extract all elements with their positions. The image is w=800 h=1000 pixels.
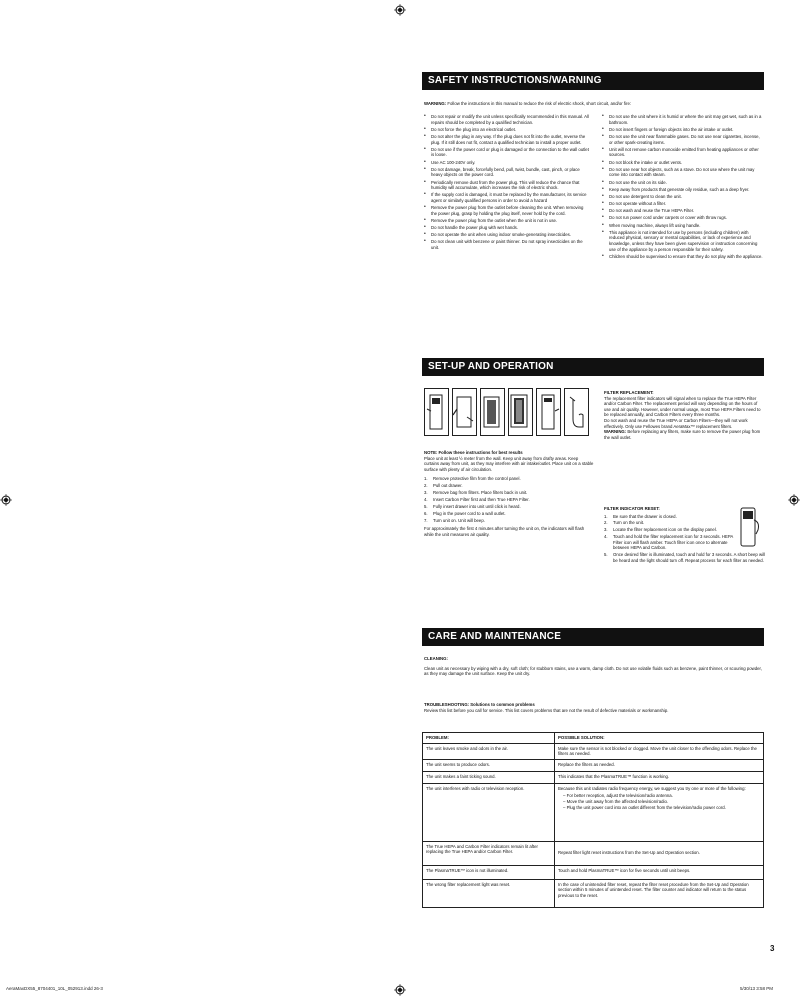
safety-list-right <box>602 114 764 261</box>
problem-cell: The unit leaves smoke and odors in the air. <box>423 743 555 759</box>
table-row <box>423 759 764 771</box>
safety-item: • Remove the power plug from the outlet when the unit is not in use. <box>424 218 590 224</box>
care-section-header: CARE AND MAINTENANCE <box>422 628 764 646</box>
registration-mark-bottom <box>394 984 406 996</box>
safety-item: • When moving machine, always lift using handle. <box>602 223 764 229</box>
setup-step: 3. Remove bag from filters. Place filters back in unit. <box>424 490 528 496</box>
setup-step: 1. Remove protective film from the control panel. <box>424 476 521 482</box>
setup-step: 7. Turn unit on. Unit will beep. <box>424 517 485 523</box>
filter-reset-block <box>604 506 765 565</box>
safety-item: • Do not run power cord under carpets or cover with throw rugs. <box>602 215 764 221</box>
solution-cell: Touch and hold PlasmaTRUE™ icon for five seconds until unit beeps. <box>555 865 764 879</box>
safety-item: • Do not operate without a filter. <box>602 201 764 207</box>
table-header-problem: PROBLEM: <box>423 733 555 744</box>
registration-mark-left <box>0 494 12 506</box>
setup-illustration-3 <box>480 388 505 436</box>
safety-item: • Do not repair or modify the unit unless specifically recommended in this manual. All repairs should be completed by a qualified technician. <box>424 114 590 125</box>
filter-warning-text: Before replacing any filters, make sure to remove the power plug from the wall outlet. <box>604 429 761 440</box>
safety-item: • Do not damage, break, forcefully bend, pull, twist, bundle, cast, pinch, or place heavy objects on the power cord. <box>424 167 590 178</box>
setup-step: 4. Insert Carbon Filter first and then True HEPA Filter. <box>424 497 530 503</box>
safety-item: • This appliance is not intended for use by persons (including children) with reduced physical, sensory or mental capabilities, or lack of experience and knowledge, unless they have been given supervision or instruction concerning use of the appliance by a person responsible for their safety. <box>602 230 764 252</box>
safety-item: • Do not block the intake or outlet vents. <box>602 160 764 166</box>
table-row <box>423 783 764 841</box>
cleaning-text: Clean unit as necessary by wiping with a dry, soft cloth; for stubborn stains, use a warm, damp cloth. Do not use volatile fluids such as benzene, paint thinner, or scouring powder, as they may damage the unit surface. Keep the unit dry. <box>424 665 762 677</box>
radio-sub-item: – For better reception, adjust the television/radio antenna. <box>563 793 673 799</box>
safety-item: • Do not clean unit with benzene or paint thinner. Do not spray insecticides on the unit. <box>424 239 590 250</box>
troubleshooting-text: Review this list before you call for service. This list covers problems that are not the result of defective materials or workmanship. <box>424 707 669 713</box>
filter-warning <box>604 429 764 440</box>
safety-item: • Children should be supervised to ensure that they do not play with the appliance. <box>602 254 764 260</box>
safety-item: • Do not operate the unit when using indoor smoke-generating insecticides. <box>424 232 590 238</box>
problem-cell: The unit makes a faint ticking sound. <box>423 771 555 783</box>
safety-item: • Do not use detergent to clean the unit. <box>602 194 764 200</box>
table-header-row <box>423 733 764 744</box>
solution-cell: Make sure the sensor is not blocked or clogged. Move the unit closer to the offending odors. Replace the filters as needed. <box>555 743 764 759</box>
solution-text: Because this unit radiates radio frequency energy, we suggest you try one or more of the following: <box>558 785 746 791</box>
solution-cell: In the case of unintended filter reset, repeat the filter reset procedure from the Set-Up and Operation section within 5 minutes of unintended reset. The filter counter and indicator will return to the status previous to the reset. <box>555 879 764 907</box>
filter-replacement-text-2: Do not wash and reuse the True HEPA or Carbon Filters—they will not work effectively. Only use Fellowes brand AeraMax™ replacement filters. <box>604 417 748 429</box>
safety-intro-text: Follow the instructions in this manual to reduce the risk of electric shock, short circuit, and/or fire: <box>446 101 632 106</box>
setup-left-column <box>424 450 594 538</box>
safety-list-left <box>424 114 590 252</box>
page-number: 3 <box>770 944 775 953</box>
setup-step: 5. Fully insert drawer into unit until click is heard. <box>424 503 521 509</box>
solution-cell: This indicates that the PlasmaTRUE™ function is working. <box>555 771 764 783</box>
safety-item: • Periodically remove dust from the power plug. This will reduce the chance that humidity will accumulate, which increases the risk of electric shock. <box>424 180 590 191</box>
table-row <box>423 771 764 783</box>
setup-note-text: Place unit at least ½ meter from the wall. Keep unit away from drafty areas. Keep curtains away from unit, as they may interfere with air intake/outlet. Place unit on a stable surface with plenty of air circulation. <box>424 455 594 472</box>
table-row <box>423 879 764 907</box>
safety-section-header: SAFETY INSTRUCTIONS/WARNING <box>422 72 764 90</box>
radio-sub-item: – Move the unit away from the affected television/radio. <box>563 798 669 804</box>
safety-item: • Do not handle the power plug with wet hands. <box>424 225 590 231</box>
setup-illustration-6 <box>564 388 589 436</box>
solution-cell <box>555 783 764 841</box>
troubleshooting-title: TROUBLESHOOTING: Solutions to common problems <box>424 702 535 707</box>
safety-item: • Do not alter the plug in any way. If the plug does not fit into the outlet, reverse the plug. If it still does not fit, contact a qualified technician to install a proper outlet. <box>424 134 590 145</box>
setup-section-header: SET-UP AND OPERATION <box>422 358 764 376</box>
setup-illustration-1 <box>424 388 449 436</box>
safety-item: • If the supply cord is damaged, it must be replaced by the manufacturer, its service agent or similarly qualified persons in order to avoid a hazard <box>424 192 590 203</box>
problem-cell: The PlasmaTRUE™ icon is not illuminated. <box>423 865 555 879</box>
cleaning-title: CLEANING: <box>424 656 448 661</box>
setup-note-title: NOTE: Follow these instructions for best results <box>424 450 523 455</box>
footer-file-name: AeraMaxDX55_8704401_10L_052913.indd 26-3 <box>6 986 103 991</box>
setup-illustration-4 <box>508 388 533 436</box>
safety-item: • Do not use the unit where it is humid or where the unit may get wet, such as in a bathroom. <box>602 114 764 125</box>
safety-item: • Remove the power plug from the outlet before cleaning the unit. When removing the power plug, grasp by holding the plug itself, never hold by the cord. <box>424 205 590 216</box>
radio-sub-item: – Plug the unit power cord into an outlet different from the television/radio power cord. <box>563 804 726 810</box>
registration-mark-top <box>394 4 406 16</box>
troubleshooting-block <box>424 702 764 713</box>
table-row <box>423 865 764 879</box>
filter-reset-title: FILTER INDICATOR RESET: <box>604 506 660 511</box>
filter-warning-label: WARNING: <box>604 429 627 435</box>
reset-step: 1. Be sure that the drawer is closed. <box>604 513 677 519</box>
setup-step: 2. Pull out drawer. <box>424 483 463 489</box>
safety-item: • Use AC 100-240V only. <box>424 160 590 166</box>
safety-intro <box>424 101 762 107</box>
cleaning-block <box>424 656 764 677</box>
setup-steps <box>424 476 594 523</box>
setup-illustration-2 <box>452 388 477 436</box>
safety-item: • Do not insert fingers or foreign objects into the air intake or outlet. <box>602 127 764 133</box>
table-header-solution: POSSIBLE SOLUTION: <box>555 733 764 744</box>
safety-item: • Do not force the plug into an electrical outlet. <box>424 127 590 133</box>
problem-cell: The unit seems to produce odors. <box>423 759 555 771</box>
safety-item: • Keep away from products that generate oily residue, such as a deep fryer. <box>602 187 764 193</box>
problem-cell: The unit interferes with radio or television reception. <box>423 783 555 841</box>
safety-item: • Do not wash and reuse the True HEPA Filter. <box>602 208 764 214</box>
reset-step: 5. Once desired filter is illuminated, touch and hold for 3 seconds. A short beep will be heard and the light should turn off. Repeat process for each filter as needed. <box>604 552 765 563</box>
filter-replacement-text: The replacement filter indicators will signal when to replace the True HEPA Filter and/or Carbon Filter. The replacement period will vary depending on the hours of use and air quality. However, under normal usage, most True HEPA Filters need to be replaced annually, and Carbon Filters every three months. <box>604 395 761 418</box>
filter-reset-illustration <box>736 506 762 550</box>
reset-step: 2. Turn on the unit. <box>604 520 645 526</box>
table-row <box>423 743 764 759</box>
safety-item: • Do not use near hot objects, such as a stove. Do not use where the unit may come into contact with steam. <box>602 167 764 178</box>
troubleshooting-table <box>422 732 764 908</box>
reset-step: 4. Touch and hold the filter replacement icon for 3 seconds. HEPA Filter icon will flash amber. Touch filter icon once to alternate between HEPA and Carbon. <box>604 534 734 551</box>
filter-reset-steps <box>604 513 765 564</box>
footer-timestamp: 5/30/13 3:58 PM <box>740 986 774 991</box>
problem-cell: The wrong filter replacement light was reset. <box>423 879 555 907</box>
safety-item: • Do not use the unit on its side. <box>602 180 764 186</box>
setup-step: 6. Plug in the power cord to a wall outlet. <box>424 510 506 516</box>
setup-illustration-5 <box>536 388 561 436</box>
reset-step: 3. Locate the filter replacement icon on the display panel. <box>604 527 717 533</box>
safety-item: • Do not use the unit near flammable gases. Do not use near cigarettes, incense, or other spark-creating items. <box>602 134 764 145</box>
safety-item: • Unit will not remove carbon monoxide emitted from heating appliances or other sources. <box>602 147 764 158</box>
table-row <box>423 841 764 865</box>
filter-replacement-title: FILTER REPLACEMENT: <box>604 390 654 395</box>
solution-cell: Repeat filter light reset instructions from the Set-Up and Operation section. <box>555 841 764 865</box>
registration-mark-right <box>788 494 800 506</box>
safety-item: • Do not use if the power cord or plug is damaged or the connection to the wall outlet is loose. <box>424 147 590 158</box>
setup-after-text: For approximately the first 4 minutes after turning the unit on, the indicators will flash while the unit measures air quality. <box>424 526 585 537</box>
solution-cell: Replace the filters as needed. <box>555 759 764 771</box>
radio-sub-list <box>558 793 760 810</box>
problem-cell: The True HEPA and Carbon Filter indicators remain lit after replacing the True HEPA and/or Carbon Filter. <box>423 841 555 865</box>
safety-intro-label: WARNING: <box>424 101 447 106</box>
filter-replacement-block <box>604 390 764 440</box>
